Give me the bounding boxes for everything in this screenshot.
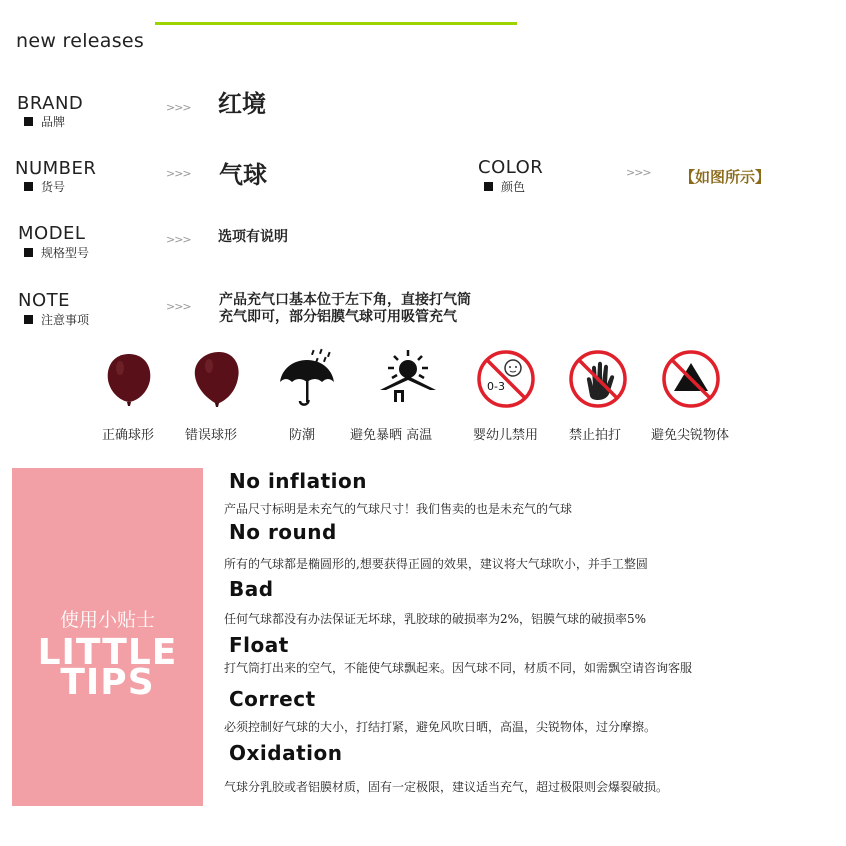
number-value: 气球	[219, 161, 267, 189]
tip-body-oxidation: 气球分乳胶或者铝膜材质，固有一定极限，建议适当充气，超过极限则会爆裂破损。	[224, 780, 669, 794]
model-value: 选项有说明	[218, 229, 288, 245]
note-label: NOTE	[18, 290, 71, 311]
icon-label-wrong-shape: 错误球形	[185, 428, 238, 443]
color-arrow: >>>	[626, 166, 651, 179]
color-label-cn: 颜色	[484, 178, 525, 195]
color-label: COLOR	[478, 157, 544, 178]
bullet-square-icon	[24, 315, 33, 324]
tip-title-no-round: No round	[229, 520, 337, 544]
number-label: NUMBER	[15, 158, 97, 179]
no-infant-icon	[471, 346, 541, 411]
icon-label-correct-shape: 正确球形	[102, 428, 155, 443]
tips-panel-cn-title: 使用小贴士	[59, 609, 155, 631]
bullet-square-icon	[484, 182, 493, 191]
tip-title-float: Float	[229, 633, 289, 657]
model-label-cn: 规格型号	[24, 244, 89, 261]
model-label: MODEL	[18, 223, 86, 244]
tips-panel-en-line2: TIPS	[60, 662, 155, 703]
no-slap-icon	[563, 346, 633, 411]
note-value-line2: 充气即可，部分铝膜气球可用吸管充气	[219, 309, 457, 325]
number-label-cn: 货号	[24, 178, 65, 195]
icon-label-infant: 婴幼儿禁用	[473, 428, 539, 443]
tip-body-no-round: 所有的气球都是椭圆形的,想要获得正圆的效果，建议将大气球吹小，并手工整圆	[224, 557, 648, 571]
age-badge-text: 0-3	[487, 380, 505, 393]
number-arrow: >>>	[166, 167, 191, 180]
icon-label-no-sharp: 避免尖锐物体	[651, 428, 730, 443]
tips-panel-en-line1: LITTLE	[37, 632, 178, 673]
bullet-square-icon	[24, 248, 33, 257]
tip-title-no-inflation: No inflation	[229, 469, 367, 493]
brand-arrow: >>>	[166, 101, 191, 114]
note-arrow: >>>	[166, 300, 191, 313]
icon-label-sun: 避免暴晒 高温	[350, 428, 433, 443]
tip-body-float: 打气筒打出来的空气，不能使气球飘起来。因气球不同，材质不同，如需飘空请咨询客服	[224, 661, 693, 675]
header-accent-line	[155, 22, 517, 25]
sun-house-icon	[370, 346, 440, 411]
note-value-line1: 产品充气口基本位于左下角，直接打气筒	[219, 292, 471, 308]
brand-value: 红境	[218, 90, 266, 118]
no-sharp-icon	[656, 346, 726, 411]
tip-body-bad: 任何气球都没有办法保证无坏球，乳胶球的破损率为2%，铝膜气球的破损率5%	[224, 612, 647, 626]
brand-label: BRAND	[17, 93, 84, 114]
wrong-shape-icon	[181, 346, 251, 411]
brand-label-cn: 品牌	[24, 113, 65, 130]
icon-label-moisture: 防潮	[289, 428, 316, 443]
umbrella-icon	[272, 346, 342, 411]
page-title: new releases	[16, 30, 145, 52]
note-label-cn: 注意事项	[24, 311, 89, 328]
tip-body-no-inflation: 产品尺寸标明是未充气的气球尺寸！我们售卖的也是未充气的气球	[224, 502, 573, 516]
tip-title-correct: Correct	[229, 687, 316, 711]
correct-shape-icon	[94, 346, 164, 411]
tip-title-bad: Bad	[229, 577, 274, 601]
model-arrow: >>>	[166, 233, 191, 246]
icon-label-no-slap: 禁止拍打	[569, 428, 622, 443]
bullet-square-icon	[24, 182, 33, 191]
tip-body-correct: 必须控制好气球的大小，打结打紧，避免风吹日晒，高温，尖锐物体，过分摩擦。	[224, 720, 657, 734]
bullet-square-icon	[24, 117, 33, 126]
tip-title-oxidation: Oxidation	[229, 741, 343, 765]
color-value: 【如图所示】	[680, 168, 771, 186]
